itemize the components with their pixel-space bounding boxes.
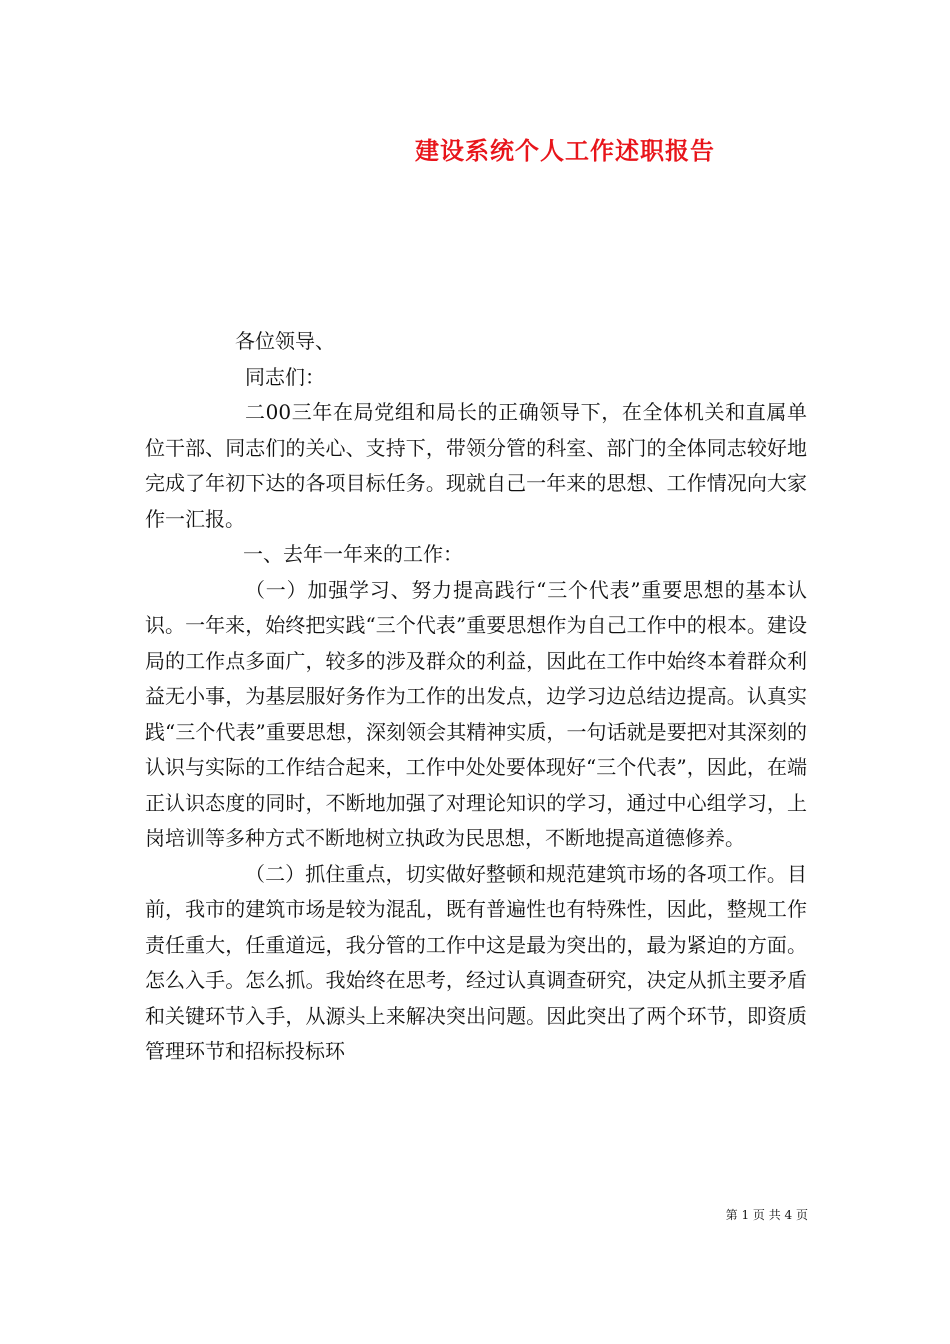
paragraph-intro: 二00三年在局党组和局长的正确领导下，在全体机关和直属单位干部、同志们的关心、支持下，带领分管的科室、部门的全体同志较好地完成了年初下达的各项目标任务。现就自己一年来的思想、工作情况向大家作一汇报。 <box>145 400 807 531</box>
salutation-leaders: 各位领导、 <box>235 329 335 353</box>
paragraph-subsection-2: （二）抓住重点，切实做好整顿和规范建筑市场的各项工作。目前，我市的建筑市场是较为混乱，既有普遍性也有特殊性，因此，整规工作责任重大，任重道远，我分管的工作中这是最为突出的，最为紧迫的方面。怎么入手。怎么抓。我始终在思考，经过认真调查研究，决定从抓主要矛盾和关键环节入手，从源头上来解决突出问题。因此突出了两个环节，即资质管理环节和招标投标环 <box>145 861 807 1063</box>
document-title: 建设系统个人工作述职报告 <box>415 136 715 165</box>
paragraph-subsection-1: （一）加强学习、努力提高践行“三个代表”重要思想的基本认识。一年来，始终把实践“三个代表”重要思想作为自己工作中的根本。建设局的工作点多面广，较多的涉及群众的利益，因此在工作中始终本着群众利益无小事，为基层服好务作为工作的出发点，边学习边总结边提高。认真实践“三个代表”重要思想，深刻领会其精神实质，一句话就是要把对其深刻的认识与实际的工作结合起来，工作中处处要体现好“三个代表”，因此，在端正认识态度的同时，不断地加强了对理论知识的学习，通过中心组学习，上岗培训等多种方式不断地树立执政为民思想，不断地提高道德修养。 <box>145 577 807 850</box>
document-body <box>145 324 807 1070</box>
page-footer: 第 1 页 共 4 页 <box>725 1208 808 1222</box>
section-heading-1: 一、去年一年来的工作： <box>243 542 463 566</box>
salutation-comrades: 同志们： <box>245 364 325 389</box>
